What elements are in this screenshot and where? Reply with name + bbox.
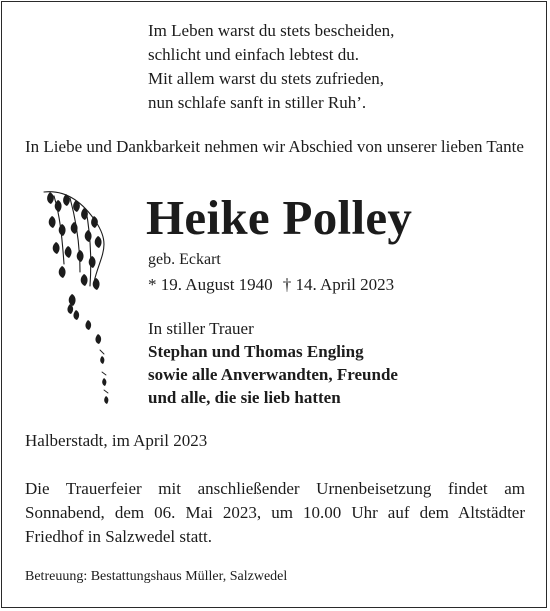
poem-line: Mit allem warst du stets zufrieden, [148, 69, 385, 88]
funeral-home-credit: Betreuung: Bestattungshaus Müller, Salzwedel [25, 569, 288, 584]
birch-branch-icon [40, 186, 120, 412]
death-date: † 14. April 2023 [282, 275, 395, 294]
poem [148, 19, 394, 115]
poem-line: Im Leben warst du stets bescheiden, [148, 21, 395, 40]
mourner-line: und alle, die sie lieb hatten [148, 388, 341, 407]
birth-name: geb. Eckart [148, 251, 221, 268]
mourning-heading: In stiller Trauer [148, 319, 254, 338]
poem-line: nun schlafe sanft in stiller Ruh’. [148, 93, 367, 112]
mourners-block [148, 317, 398, 409]
poem-line: schlicht und einfach lebtest du. [148, 45, 360, 64]
mourner-line: Stephan und Thomas Engling [148, 342, 364, 361]
service-details: Die Trauerfeier mit anschließender Urnenbeisetzung findet am Sonnabend, dem 06. Mai 2023, um 10.00 Uhr auf dem Altstädter Friedhof in Salzwedel statt. [25, 479, 525, 546]
place-date: Halberstadt, im April 2023 [25, 431, 208, 450]
birth-date: * 19. August 1940 [148, 275, 273, 294]
life-dates [148, 273, 394, 297]
intro-text: In Liebe und Dankbarkeit nehmen wir Abschied von unserer lieben Tante [25, 137, 524, 156]
mourner-line: sowie alle Anverwandten, Freunde [148, 365, 398, 384]
deceased-name: Heike Polley [146, 190, 413, 245]
